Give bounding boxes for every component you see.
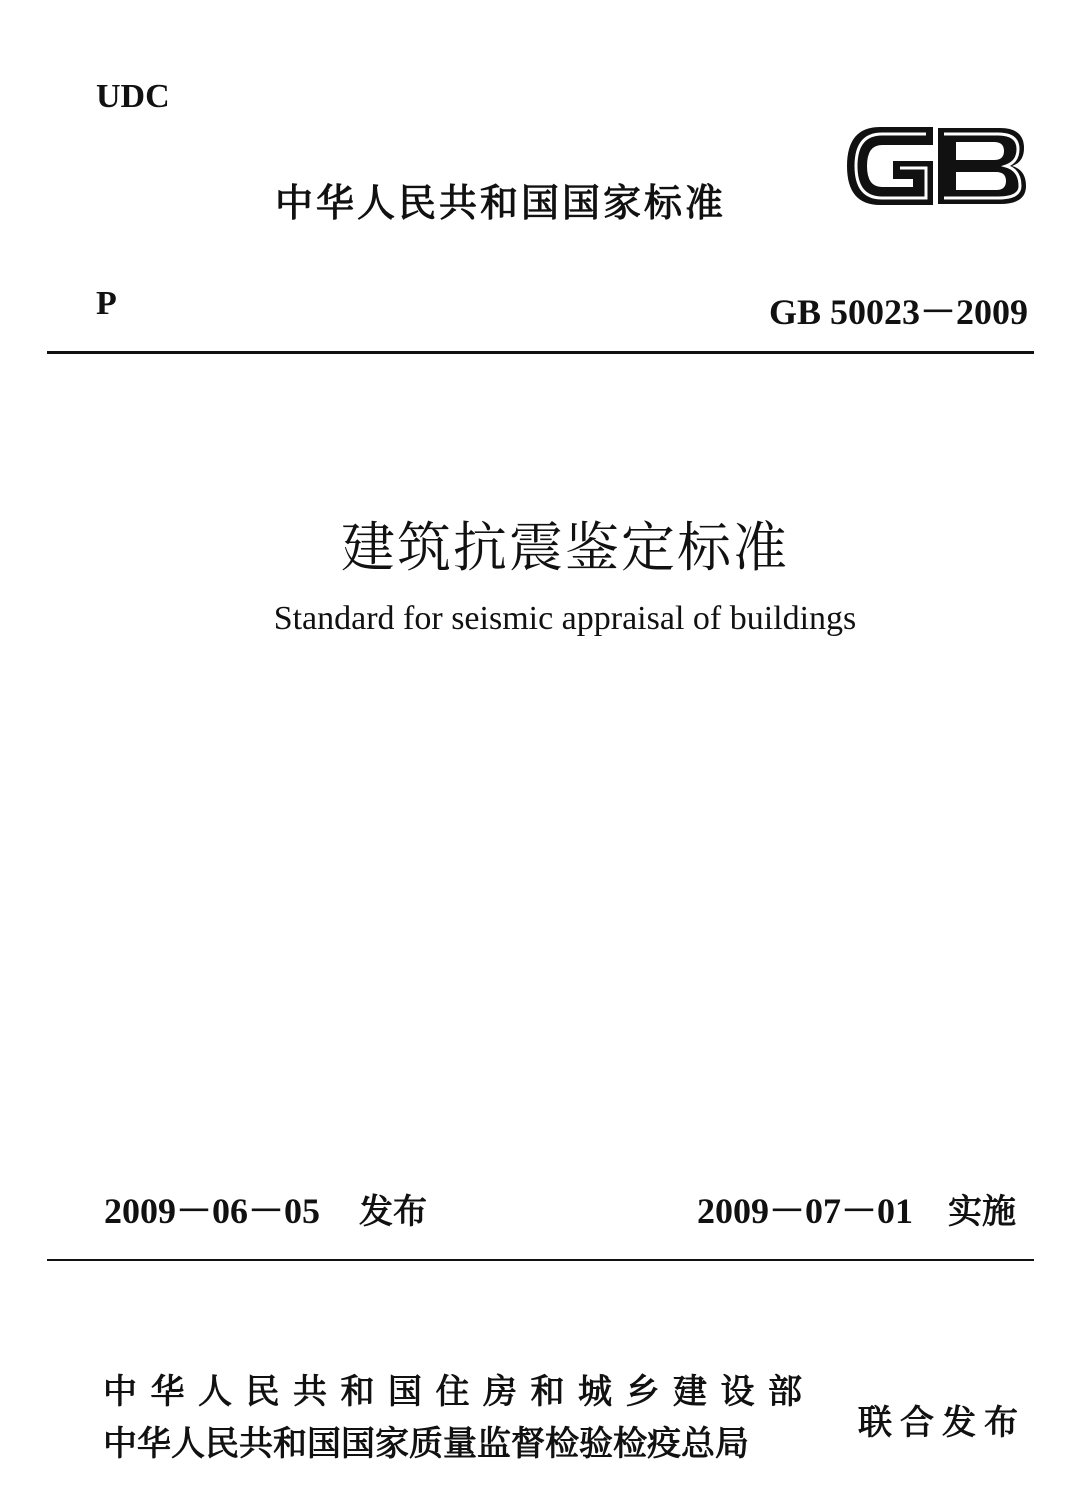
- issue-label: 发布: [359, 1192, 428, 1232]
- effective-label: 实施: [948, 1192, 1017, 1232]
- joint-release-label: 联合发布: [858, 1403, 1026, 1443]
- effective-date-block: [697, 1183, 1016, 1234]
- gb-logo: [840, 118, 1030, 214]
- issue-date-block: [104, 1183, 427, 1234]
- title-chinese: 建筑抗震鉴定标准: [341, 516, 789, 579]
- standard-code: GB 50023－2009: [768, 292, 1028, 332]
- issue-date: 2009－06－05: [104, 1191, 321, 1231]
- publisher-aqsiq: 中华人民共和国国家质量监督检验检疫总局: [103, 1424, 749, 1464]
- national-standard-heading: 中华人民共和国国家标准: [275, 181, 727, 225]
- publisher-ministry: 中华人民共和国住房和城乡建设部: [103, 1372, 816, 1412]
- udc-label: UDC: [96, 78, 170, 115]
- top-divider: [47, 351, 1034, 354]
- title-english: Standard for seismic appraisal of buildings: [273, 600, 857, 637]
- classification-code: P: [96, 285, 117, 322]
- effective-date: 2009－07－01: [697, 1191, 914, 1231]
- bottom-divider: [47, 1259, 1034, 1261]
